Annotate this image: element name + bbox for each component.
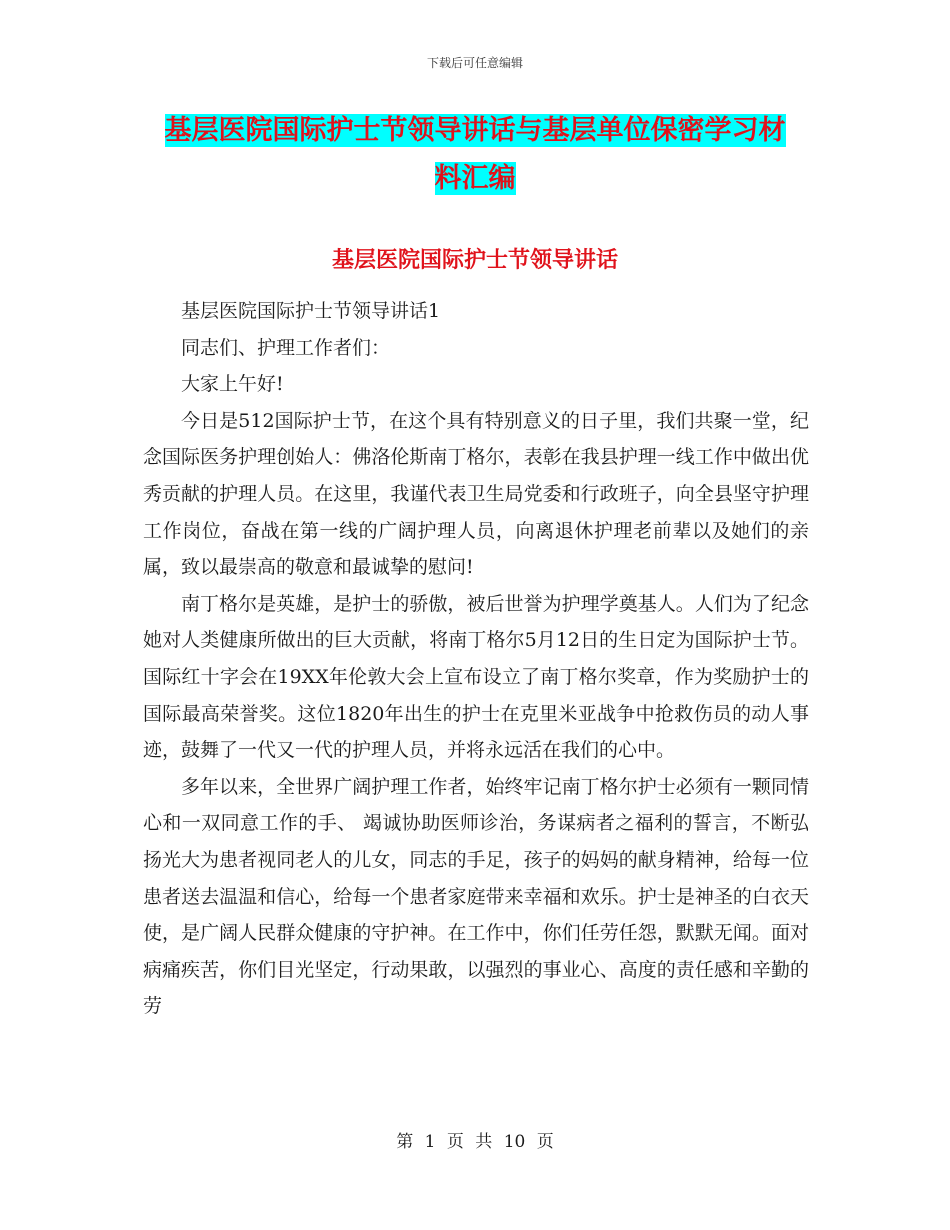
- paragraph-body-1: 今日是512国际护士节，在这个具有特别意义的日子里，我们共聚一堂，纪念国际医务护理创始人：佛洛伦斯南丁格尔，表彰在我县护理一线工作中做出优秀贡献的护理人员。在这里，我谨代表卫生局党委和行政班子，向全县坚守护理工作岗位，奋战在第一线的广阔护理人员，向离退休护理老前辈以及她们的亲属，致以最崇高的敬意和最诚挚的慰问!: [143, 409, 809, 579]
- paragraph-greeting: 大家上午好!: [181, 373, 284, 396]
- paragraph-salutation: 同志们、护理工作者们：: [181, 336, 391, 359]
- section-title: 基层医院国际护士节领导讲话: [331, 247, 618, 273]
- paragraph-speech-heading: 基层医院国际护士节领导讲话1: [181, 300, 441, 322]
- header-note: 下载后可任意编辑: [426, 56, 523, 70]
- document-body: [143, 293, 809, 1025]
- paragraph-body-2: 南丁格尔是英雄，是护士的骄傲，被后世誉为护理学奠基人。人们为了纪念她对人类健康所做出的巨大贡献，将南丁格尔5月12日的生日定为国际护士节。国际红十字会在19XX年伦敦大会上宣布设立了南丁格尔奖章，作为奖励护士的国际最高荣誉奖。这位1820年出生的护士在克里米亚战争中抢救伤员的动人事迹，鼓舞了一代又一代的护理人员，并将永远活在我们的心中。: [143, 592, 809, 762]
- title-line-1: 基层医院国际护士节领导讲话与基层单位保密学习材: [164, 115, 786, 146]
- title-line-2: 料汇编: [434, 163, 516, 194]
- paragraph-body-3: 多年以来，全世界广阔护理工作者，始终牢记南丁格尔护士必须有一颗同情心和一双同意工作的手、 竭诚协助医师诊治，务谋病者之福利的誓言，不断弘扬光大为患者视同老人的儿女，同志的手足，孩子的妈妈的献身精神，给每一位患者送去温温和信心，给每一个患者家庭带来幸福和欢乐。护士是神圣的白衣天使，是广阔人民群众健康的守护神。在工作中，你们任劳任怨，默默无闻。面对病痛疾苦，你们目光坚定，行动果敢，以强烈的事业心、高度的责任感和辛勤的劳: [143, 775, 809, 1018]
- document-title: [140, 107, 810, 203]
- page-footer: 第 1 页 共 10 页: [396, 1132, 554, 1152]
